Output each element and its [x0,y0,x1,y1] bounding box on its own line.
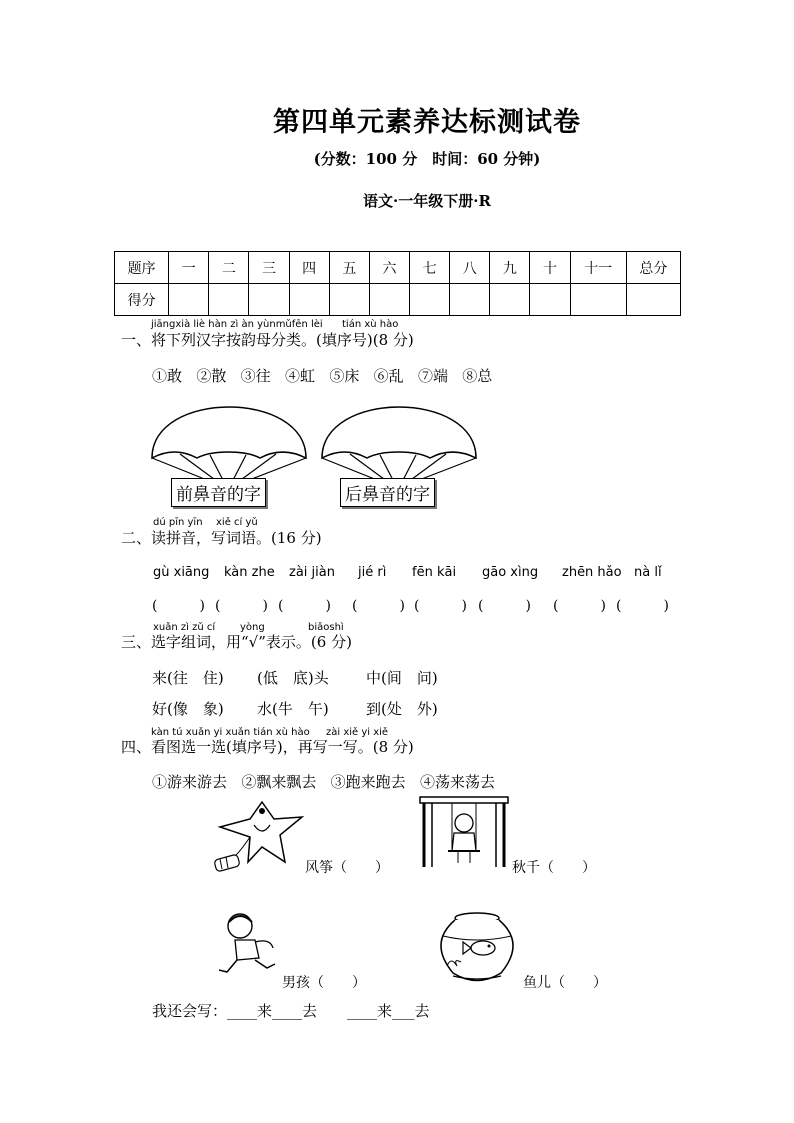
q4-options [152,771,495,792]
parachute-left-illustration [150,400,310,490]
q4-option: ④荡来荡去 [419,773,495,791]
table-cell: 二 [209,252,249,284]
char-option: ②散 [196,367,227,385]
exam-meta: (分数：100 分 时间：60 分钟) [313,150,541,168]
q2-text: 读拼音，写词语。(16 分) [151,529,322,547]
score-table-score-row [115,284,681,316]
answer-box-front-nasal[interactable]: 前鼻音的字 [171,478,266,507]
score-input-cell[interactable] [626,284,680,316]
swing-answer[interactable]: 秋千（ ） [512,860,596,876]
score-table-header-row [115,252,681,284]
table-cell: 五 [329,252,369,284]
q3-item[interactable]: 好(像 象) [152,700,224,718]
table-cell: 八 [450,252,490,284]
q3-number: 三、 [121,633,152,651]
q1-pinyin-a: jiāngxià liè hàn zì àn yùnmǔfēn lèi [151,319,323,330]
q2-pinyin-word: gù xiāng [153,565,210,580]
answer-blank[interactable]: ( ) [152,598,205,614]
q3-item[interactable]: 中(间 问) [366,669,438,687]
table-cell: 三 [249,252,289,284]
kite-answer[interactable]: 风筝（ ） [305,860,389,876]
q2-pinyin-word: kàn zhe [224,565,275,580]
boy-answer[interactable]: 男孩（ ） [282,975,366,991]
table-cell: 得分 [115,284,169,316]
q4-option: ②飘来飘去 [241,773,317,791]
q2-heading [121,527,322,548]
table-cell: 十一 [570,252,626,284]
score-input-cell[interactable] [249,284,289,316]
score-input-cell[interactable] [289,284,329,316]
score-input-cell[interactable] [490,284,530,316]
score-input-cell[interactable] [450,284,490,316]
kite-illustration [210,797,305,877]
score-input-cell[interactable] [369,284,409,316]
q2-pinyin-word: fēn kāi [412,565,457,580]
q3-pinyin-c: biǎoshì [308,622,344,633]
score-input-cell[interactable] [209,284,249,316]
table-cell: 十 [530,252,570,284]
char-option: ⑧总 [462,367,493,385]
q3-item[interactable]: 到(处 外) [366,700,438,718]
score-input-cell[interactable] [530,284,570,316]
char-option: ④虹 [284,367,315,385]
q2-pinyin-word: nà lǐ [634,565,662,580]
fish-answer[interactable]: 鱼儿（ ） [523,975,607,991]
score-input-cell[interactable] [169,284,209,316]
answer-blank[interactable]: ( ) [478,598,531,614]
answer-blank[interactable]: ( ) [553,598,606,614]
answer-blank[interactable]: ( ) [278,598,331,614]
q3-heading [121,631,352,652]
table-cell: 四 [289,252,329,284]
page-title: 第四单元素养达标测试卷 [273,107,581,138]
q4-option: ①游来游去 [152,773,228,791]
q2-pinyin-word: zài jiàn [289,565,335,580]
answer-blank[interactable]: ( ) [616,598,669,614]
q4-number: 四、 [121,738,152,756]
answer-blank[interactable]: ( ) [352,598,405,614]
table-cell: 九 [490,252,530,284]
answer-blank[interactable]: ( ) [215,598,268,614]
table-cell: 六 [369,252,409,284]
score-input-cell[interactable] [570,284,626,316]
q4-pinyin-a: kàn tú xuǎn yi xuǎn tián xù hào [151,727,310,738]
q3-item[interactable]: (低 底)头 [257,669,329,687]
q2-pinyin-word: jié rì [358,565,387,580]
also-write-line[interactable]: 我还会写：____来____去 ____来___去 [152,1002,430,1020]
q3-item[interactable]: 来(往 住) [152,669,224,687]
q3-text: 选字组词，用“√”表示。(6 分) [151,633,352,651]
score-input-cell[interactable] [329,284,369,316]
table-cell: 一 [169,252,209,284]
q4-option: ③跑来跑去 [330,773,406,791]
char-option: ⑤床 [329,367,360,385]
table-cell: 题序 [115,252,169,284]
parachute-right-illustration [320,400,480,490]
subject-line: 语文·一年级下册·R [363,192,491,210]
q1-pinyin-b: tián xù hào [342,319,399,330]
q2-pinyin-word: zhēn hǎo [562,565,622,580]
answer-box-back-nasal[interactable]: 后鼻音的字 [340,478,435,507]
q3-pinyin-a: xuǎn zì zǔ cí [153,622,216,633]
running-boy-illustration [215,910,285,985]
table-cell: 总分 [626,252,680,284]
q2-pinyin-b: xiě cí yǔ [216,517,258,528]
q4-pinyin-b: zài xiě yi xiě [326,727,389,738]
swing-illustration [418,795,513,875]
char-option: ①敢 [152,367,183,385]
q1-heading [121,329,414,350]
q3-pinyin-b: yòng [240,622,265,633]
score-input-cell[interactable] [410,284,450,316]
q2-pinyin-word: gāo xìng [482,565,539,580]
char-option: ③往 [240,367,271,385]
fishbowl-illustration [433,908,523,988]
q1-text: 将下列汉字按韵母分类。(填序号)(8 分) [151,331,414,349]
table-cell: 七 [410,252,450,284]
answer-blank[interactable]: ( ) [414,598,467,614]
q4-heading [121,736,414,757]
q1-char-list [152,365,492,386]
q2-number: 二、 [121,529,152,547]
q2-pinyin-a: dú pīn yīn [153,517,203,528]
score-table [114,251,681,316]
q3-item[interactable]: 水(牛 午) [257,700,329,718]
q1-number: 一、 [121,331,152,349]
q4-text: 看图选一选(填序号)，再写一写。(8 分) [151,738,414,756]
char-option: ⑦端 [417,367,448,385]
char-option: ⑥乱 [373,367,404,385]
